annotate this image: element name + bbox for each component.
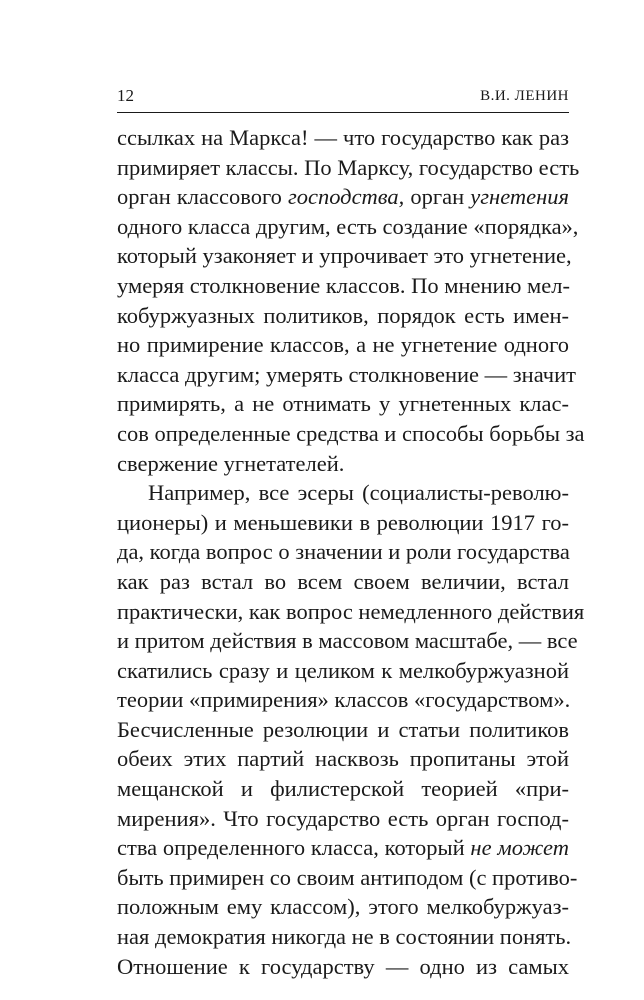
text-line: сов определенные средства и способы борьбы за	[117, 420, 585, 446]
emphasis: господства,	[287, 184, 405, 210]
text-line: кобуржуазных политиков, порядок есть имен-	[117, 302, 569, 328]
text-line: быть примирен со своим антиподом (с противо-	[117, 864, 578, 890]
text-line: практически, как вопрос немедленного действия	[117, 598, 585, 624]
text-line: скатились сразу и целиком к мелкобуржуазной	[117, 657, 569, 683]
text-line: Отношение к государству — одно из самых	[117, 953, 569, 979]
text-line: который узаконяет и упрочивает это угнетение,	[117, 243, 572, 269]
emphasis: не может	[470, 835, 569, 861]
text-line: свержение угнетателей.	[117, 450, 345, 476]
text-line: да, когда вопрос о значении и роли государства	[117, 539, 570, 565]
text-line: положным ему классом), этого мелкобуржуаз-	[117, 894, 569, 920]
page-number: 12	[117, 86, 134, 105]
text-line: ционеры) и меньшевики в революции 1917 го-	[117, 509, 569, 535]
text-line: как раз встал во всем своем величии, встал	[117, 568, 569, 594]
page-header	[117, 84, 569, 108]
text-line: но примирение классов, а не угнетение одного	[117, 332, 569, 358]
text-line: Например, все эсеры (социалисты-револю-	[148, 480, 569, 506]
text-line: одного класса другим, есть создание «порядка»,	[117, 213, 579, 239]
text-line: ная демократия никогда не в состоянии понять.	[117, 924, 572, 950]
text-line: мещанской и филистерской теорией «при-	[117, 776, 569, 802]
text-line: орган классового господства, орган угнетения	[117, 184, 569, 210]
running-head: В.И. ЛЕНИН	[480, 88, 569, 104]
body-text	[117, 123, 585, 981]
text-line: теории «примирения» классов «государством».	[117, 687, 571, 713]
text-line: обеих этих партий насквозь пропитаны этой	[117, 746, 569, 772]
paragraph	[117, 478, 585, 981]
text-line: и притом действия в массовом масштабе, — все	[117, 628, 578, 654]
text-line: ссылках на Маркса! — что государство как раз	[117, 125, 569, 150]
text-line: примиряет классы. По Марксу, государство есть	[117, 154, 580, 180]
text-line: примирять, а не отнимать у угнетенных клас-	[117, 391, 569, 417]
text-line: мирения». Что государство есть орган господ-	[117, 805, 569, 831]
emphasis: угнетения	[470, 184, 569, 210]
text-line: класса другим; умерять столкновение — значит	[117, 361, 576, 387]
paragraph	[117, 123, 585, 478]
text-line: умеряя столкновение классов. По мнению мел-	[117, 272, 570, 298]
text-line: Бесчисленные резолюции и статьи политиков	[117, 716, 569, 742]
text-line: ства определенного класса, который не может	[117, 835, 569, 861]
header-rule	[117, 112, 569, 113]
